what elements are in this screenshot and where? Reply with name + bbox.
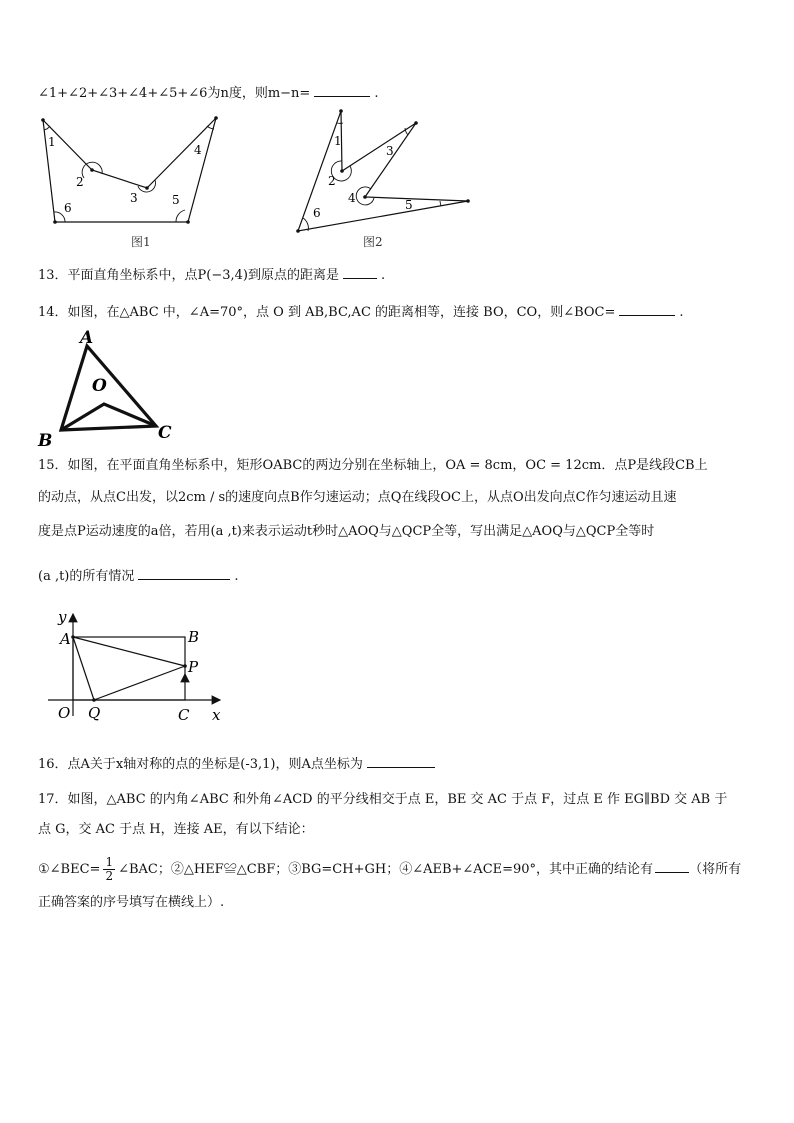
- figure-14: [36, 326, 186, 450]
- q16-text: 16．点A关于x轴对称的点的坐标是(-3,1)，则A点坐标为: [38, 757, 363, 772]
- fig15-label-c: C: [178, 706, 190, 724]
- fig1-label-1: 1: [48, 135, 56, 149]
- q17-fraction: [103, 856, 115, 883]
- q15-line-3: 度是点P运动速度的a倍，若用(a ,t)来表示运动t秒时△AOQ与△QCP全等，写出满足△AOQ与△QCP全等时: [38, 524, 655, 539]
- fig15-rectangle: [73, 637, 185, 700]
- fig14-triangle: [61, 346, 156, 430]
- fig14-label-c: C: [158, 423, 172, 443]
- fig15-label-b: B: [188, 628, 200, 646]
- fig15-label-p: P: [188, 658, 199, 676]
- q13-answer-blank: [343, 264, 377, 279]
- q12-tail-line: [38, 82, 378, 104]
- q16-answer-blank: [367, 753, 435, 768]
- fig1-label-3: 3: [130, 191, 138, 205]
- q17-line-3-post: ∠BAC；②△HEF≌△CBF；③BG=CH+GH；④∠AEB+∠ACE=90°，其中正确的结论有: [118, 862, 654, 877]
- fig15-label-y: y: [58, 608, 67, 626]
- q15-line-4: [38, 565, 239, 587]
- q17-line-1: 17．如图，△ABC 的内角∠ABC 和外角∠ACD 的平分线相交于点 E，BE 交 AC 于点 F，过点 E 作 EG∥BD 交 AB 于: [38, 792, 728, 807]
- q12-end: .: [374, 86, 379, 101]
- fig2-caption: 图2: [363, 235, 383, 249]
- q17-line-3-pre: ①∠BEC=: [38, 862, 101, 877]
- q14-answer-blank: [619, 301, 675, 316]
- fig1-caption: 图1: [131, 235, 151, 249]
- fig2-label-2: 2: [328, 174, 336, 188]
- fig2-label-4: 4: [348, 191, 356, 205]
- fig2-label-6: 6: [313, 206, 321, 220]
- fig1-label-6: 6: [64, 201, 72, 215]
- fig2-label-3: 3: [386, 144, 394, 158]
- q15-line-4-text: (a ,t)的所有情况: [38, 569, 135, 584]
- fig15-label-a: A: [60, 630, 71, 648]
- q17-frac-num: 1: [105, 855, 114, 869]
- q17-frac-den: 2: [105, 869, 114, 883]
- fig2-polygon: [298, 111, 468, 231]
- figure-1: [30, 110, 230, 255]
- q17-line-2: 点 G，交 AC 于点 H，连接 AE，有以下结论：: [38, 822, 314, 837]
- q12-answer-blank: [314, 82, 370, 97]
- figure-2: [290, 105, 480, 255]
- q17-line-4: 正确答案的序号填写在横线上）.: [38, 895, 225, 910]
- fig1-label-4: 4: [194, 143, 202, 157]
- q14-line: [38, 301, 684, 323]
- q15-end: .: [234, 569, 239, 584]
- q14-text: 14．如图，在△ABC 中，∠A=70°，点 O 到 AB,BC,AC 的距离相等，连接 BO，CO，则∠BOC=: [38, 305, 616, 320]
- q13-text: 13．平面直角坐标系中，点P(−3,4)到原点的距离是: [38, 268, 339, 283]
- q17-answer-blank: [655, 858, 689, 873]
- fig2-label-5: 5: [405, 198, 413, 212]
- fig15-label-q: Q: [88, 704, 101, 722]
- q17-line-3: [38, 856, 741, 884]
- q15-line-2: 的动点，从点C出发，以2cm / s的速度向点B作匀速运动；点Q在线段OC上，从点O出发向点C作匀速运动且速: [38, 490, 677, 505]
- q12-tail-text: ∠1+∠2+∠3+∠4+∠5+∠6为n度，则m−n=: [38, 86, 311, 101]
- q14-end: .: [679, 305, 684, 320]
- q15-answer-blank: [138, 565, 230, 580]
- fig1-label-2: 2: [76, 175, 84, 189]
- q13-line: [38, 264, 385, 286]
- fig15-label-x: x: [212, 706, 221, 724]
- fig14-label-b: B: [38, 431, 53, 450]
- fig14-label-a: A: [80, 328, 94, 348]
- fig15-label-o: O: [58, 704, 71, 722]
- fig1-label-5: 5: [172, 193, 180, 207]
- q13-end: .: [381, 268, 386, 283]
- q16-line: [38, 753, 435, 775]
- q15-line-1: 15．如图，在平面直角坐标系中，矩形OABC的两边分别在坐标轴上，OA = 8cm，OC = 12cm．点P是线段CB上: [38, 458, 708, 473]
- figure-15: [40, 604, 240, 728]
- q17-line-3-end: （将所有: [689, 862, 742, 877]
- fig14-label-o: O: [92, 376, 107, 396]
- fig2-label-1: 1: [334, 134, 342, 148]
